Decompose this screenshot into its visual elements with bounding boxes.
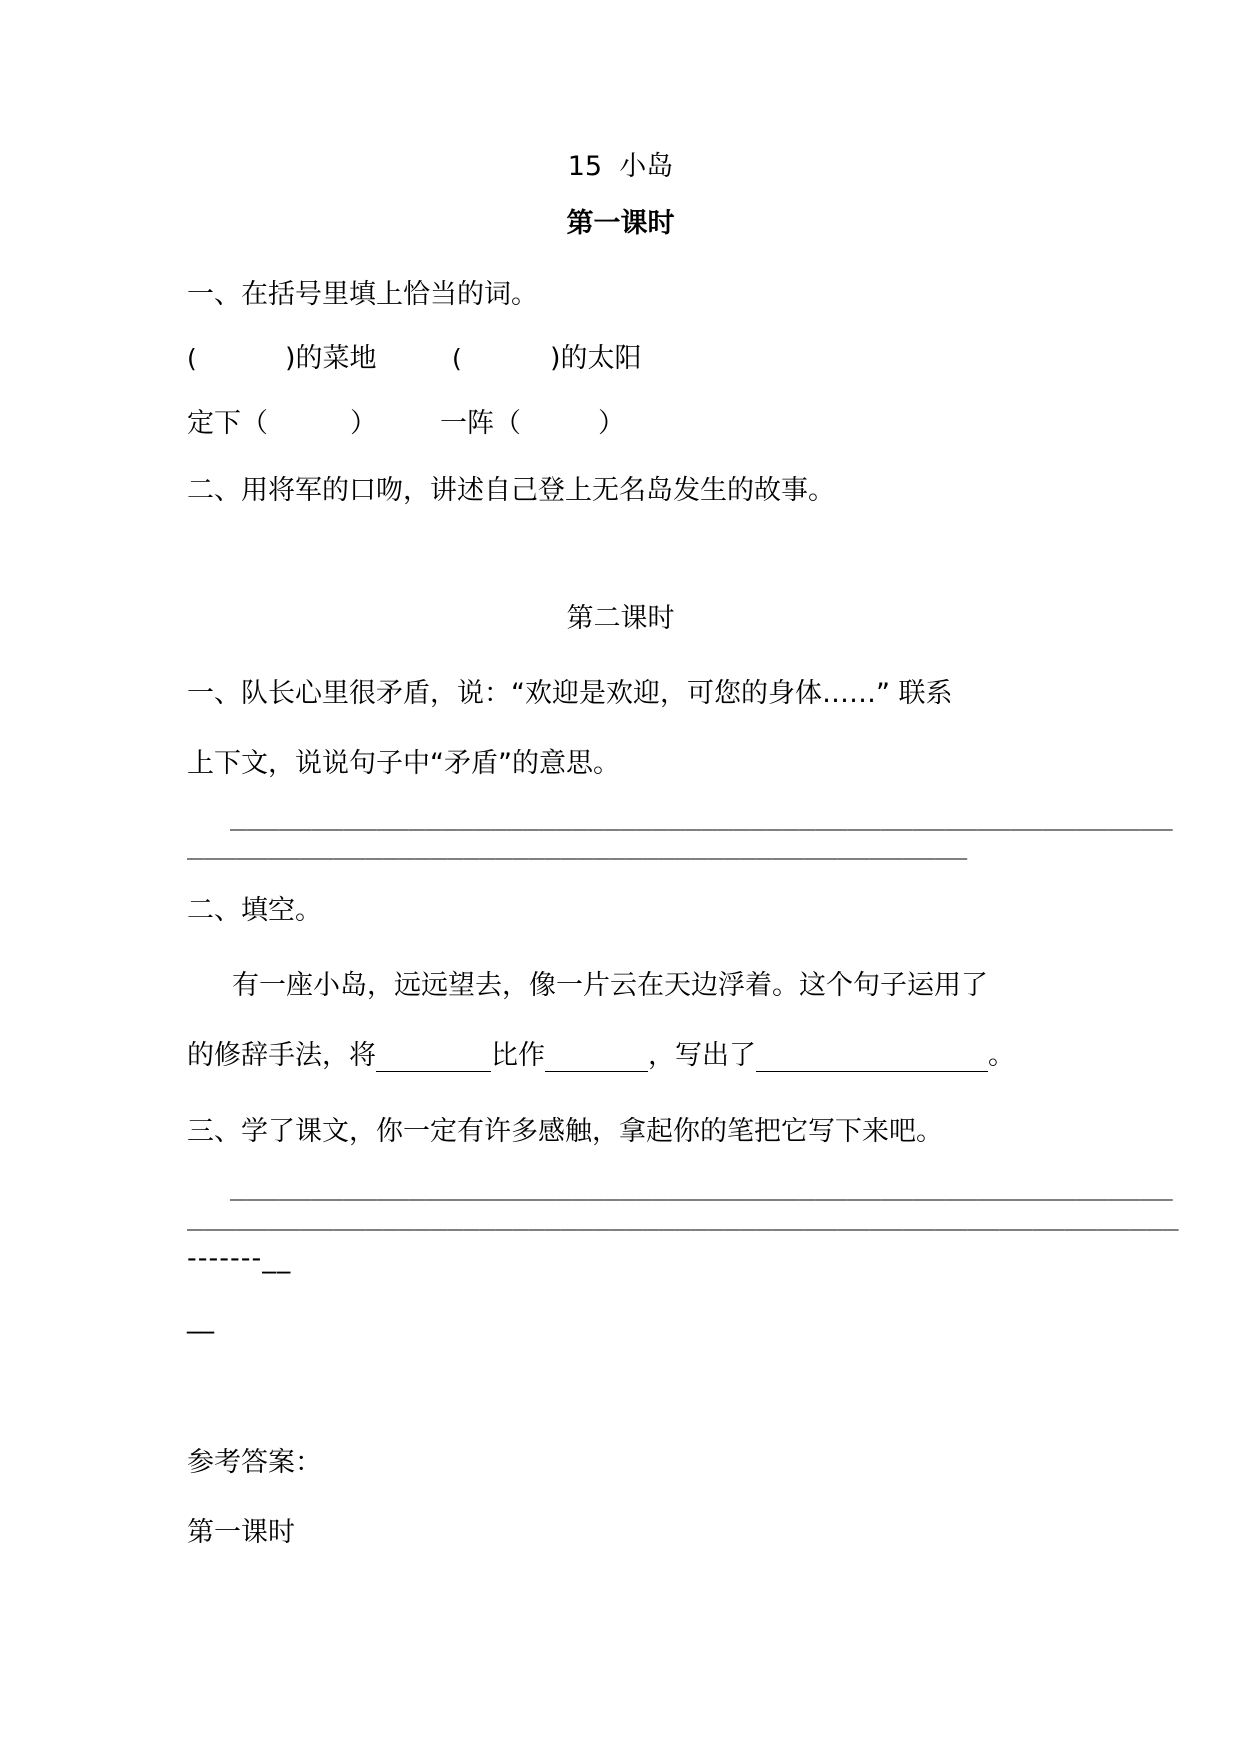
lesson1-question-1: 一、在括号里填上恰当的词。	[187, 279, 538, 310]
lesson2-heading: 第二课时	[566, 603, 675, 634]
answers-lesson1-heading: 第一课时	[187, 1517, 295, 1548]
fill-sentence-part2: 比作	[491, 1040, 545, 1071]
fill-blank[interactable]	[545, 1045, 648, 1072]
fill-sentence-part3: ，写出了	[648, 1040, 756, 1071]
bracket-close-4: ）	[598, 408, 625, 439]
fill-blank[interactable]	[756, 1045, 988, 1072]
lesson1-heading: 第一课时	[566, 208, 675, 239]
bracket-open-1: (	[187, 344, 197, 373]
answer-line[interactable]: _____________________________________________________________	[187, 1200, 1179, 1231]
lesson2-question-1-line2: 上下文，说说句子中“矛盾”的意思。	[187, 748, 620, 779]
bracket-label-dingxia: 定下（	[187, 408, 268, 439]
fill-sentence-line1: 有一座小岛，远远望去，像一片云在天边浮着。这个句子运用了	[232, 970, 988, 1001]
answer-line[interactable]: __________________________________________________________	[230, 800, 1173, 831]
fill-blank[interactable]	[376, 1045, 491, 1072]
answer-line[interactable]: __	[187, 1303, 214, 1334]
answer-line-tail: __	[262, 1243, 292, 1274]
answer-line-dashes: -------	[187, 1243, 263, 1274]
lesson2-question-1-line1: 一、队长心里很矛盾，说：“欢迎是欢迎，可您的身体……” 联系	[187, 678, 953, 709]
bracket-label-taiyang: )的太阳	[550, 343, 642, 374]
bracket-label-caidi: )的菜地	[285, 343, 377, 374]
fill-sentence-line2	[187, 1040, 1015, 1072]
answer-line[interactable]: ________________________________________________	[187, 829, 968, 860]
answers-heading: 参考答案：	[187, 1447, 322, 1478]
bracket-open-2: (	[452, 344, 462, 373]
page-title: 15 小岛	[567, 151, 674, 182]
fill-sentence-part4: 。	[988, 1040, 1015, 1071]
bracket-close-3: ）	[350, 408, 377, 439]
lesson2-question-3: 三、学了课文，你一定有许多感触，拿起你的笔把它写下来吧。	[187, 1116, 943, 1147]
lesson1-question-2: 二、用将军的口吻，讲述自己登上无名岛发生的故事。	[187, 475, 835, 506]
answer-line[interactable]: __________________________________________________________	[230, 1170, 1173, 1201]
answer-line[interactable]	[187, 1243, 291, 1275]
fill-sentence-part1: 的修辞手法，将	[187, 1040, 376, 1071]
lesson2-question-2: 二、填空。	[187, 895, 322, 926]
bracket-label-yizhen: 一阵（	[440, 408, 521, 439]
